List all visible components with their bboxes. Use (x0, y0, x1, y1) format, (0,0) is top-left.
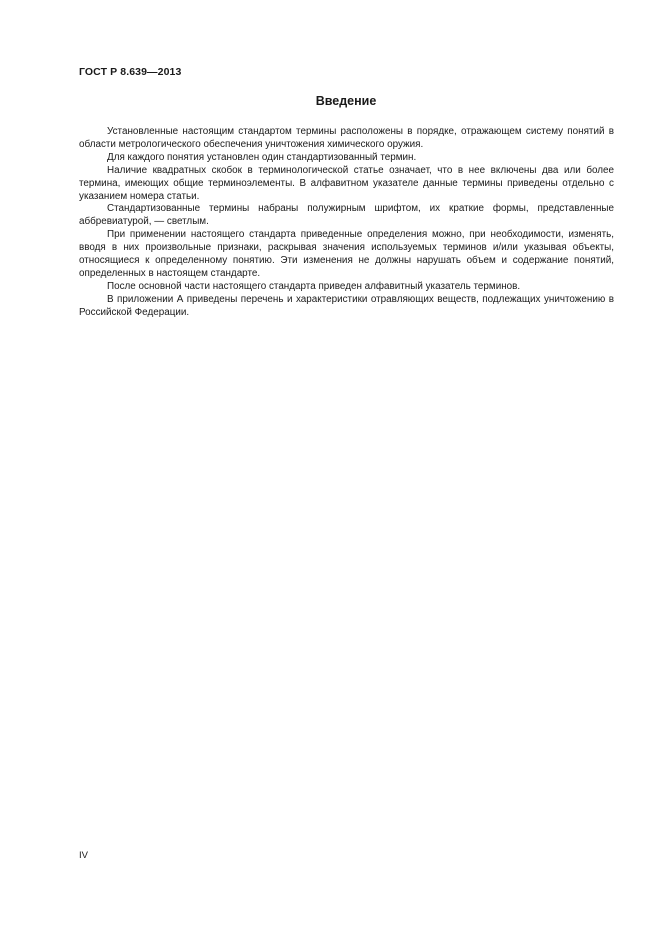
paragraph: При применении настоящего стандарта приведенные определения можно, при необходимости, изменять, вводя в них произвольные признаки, раскрывая значения используемых терминов и/или указывая объекты, относящиеся к определенному понятию. Эти изменения не должны нарушать объем и содержание понятий, определенных в настоящем стандарте. (79, 229, 614, 279)
page-header-standard-code: ГОСТ Р 8.639—2013 (79, 66, 182, 78)
paragraph: Для каждого понятия установлен один стандартизованный термин. (107, 151, 417, 163)
paragraph: В приложении А приведены перечень и характеристики отравляющих веществ, подлежащих уничтожению в Российской Федерации. (79, 293, 614, 318)
section-title: Введение (315, 94, 377, 108)
introduction-body (79, 126, 614, 320)
page-number: IV (79, 850, 88, 861)
paragraph: Установленные настоящим стандартом термины расположены в порядке, отражающем систему понятий в области метрологического обеспечения уничтожения химического оружия. (79, 126, 614, 150)
paragraph: Стандартизованные термины набраны полужирным шрифтом, их краткие формы, представленные аббревиатурой, — светлым. (79, 203, 614, 228)
paragraph: Наличие квадратных скобок в терминологической статье означает, что в нее включены два или более термина, имеющих общие терминоэлементы. В алфавитном указателе данные термины приведены отдельно с указанием номера статьи. (79, 164, 614, 202)
paragraph: После основной части настоящего стандарта приведен алфавитный указатель терминов. (107, 280, 521, 292)
